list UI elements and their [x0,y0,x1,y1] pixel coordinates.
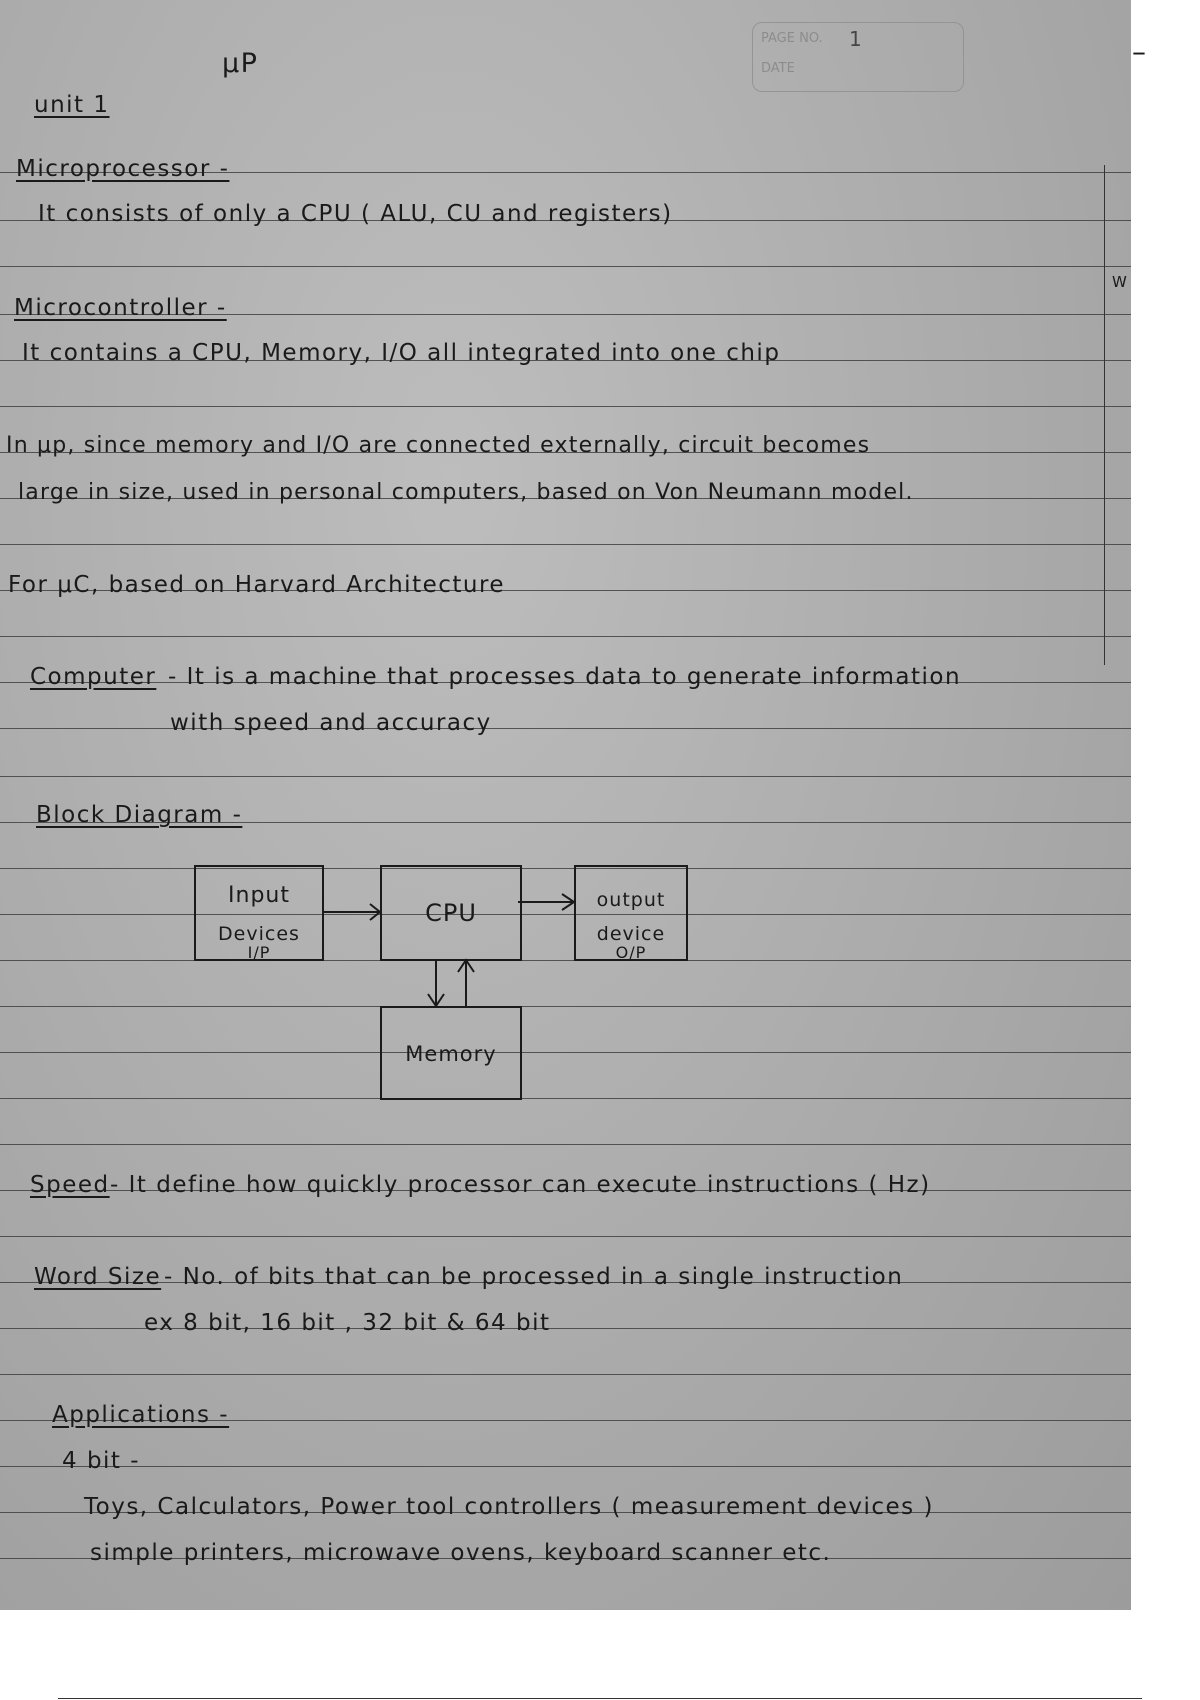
input-sub-label: Devices [218,923,300,945]
applications-heading: Applications - [52,1402,230,1428]
unit-heading: unit 1 [34,92,110,118]
microprocessor-heading: Microprocessor - [16,156,230,182]
output-sub-label: device [596,923,666,945]
stamp-date-label: DATE [761,61,795,76]
computer-line-2: with speed and accuracy [170,710,492,736]
microcontroller-heading: Microcontroller - [14,295,227,321]
up-line-2: large in size, used in personal computers, based on Von Neumann model. [18,480,914,505]
cpu-label: CPU [425,899,477,927]
block-diagram-heading: Block Diagram - [36,802,243,828]
microcontroller-text: It contains a CPU, Memory, I/O all integrated into one chip [22,340,781,366]
computer-heading: Computer [30,664,157,690]
applications-line-2: simple printers, microwave ovens, keyboard scanner etc. [90,1540,832,1566]
word-size-example: ex 8 bit, 16 bit , 32 bit & 64 bit [144,1310,551,1336]
stamp-page-number: 1 [849,27,864,51]
memory-label: Memory [405,1042,497,1066]
input-label: Input [228,883,290,908]
uc-line: For μC, based on Harvard Architecture [8,572,506,598]
stamp-page-label: PAGE NO. [761,31,823,46]
ruled-line [0,1236,1131,1237]
word-size-heading: Word Size [34,1264,162,1290]
subject-title: μP [222,48,259,79]
corner-mark: – [1132,35,1148,68]
bottom-rule [58,1698,1142,1699]
margin-note: W [1112,273,1129,291]
ruled-line [0,1374,1131,1375]
output-label: output [596,889,666,911]
output-io-label: O/P [615,943,647,962]
speed-text: - It define how quickly processor can execute instructions ( Hz) [110,1172,931,1198]
input-io-label: I/P [247,943,271,962]
speed-heading: Speed [30,1172,110,1198]
ruled-line [0,1466,1131,1467]
up-line-1: In μp, since memory and I/O are connected externally, circuit becomes [6,433,871,458]
applications-line-1: Toys, Calculators, Power tool controllers ( measurement devices ) [84,1494,934,1520]
computer-line-1: - It is a machine that processes data to generate information [168,664,962,690]
word-size-text: - No. of bits that can be processed in a single instruction [164,1264,904,1290]
four-bit-label: 4 bit - [62,1448,141,1474]
microprocessor-text: It consists of only a CPU ( ALU, CU and registers) [38,201,673,227]
